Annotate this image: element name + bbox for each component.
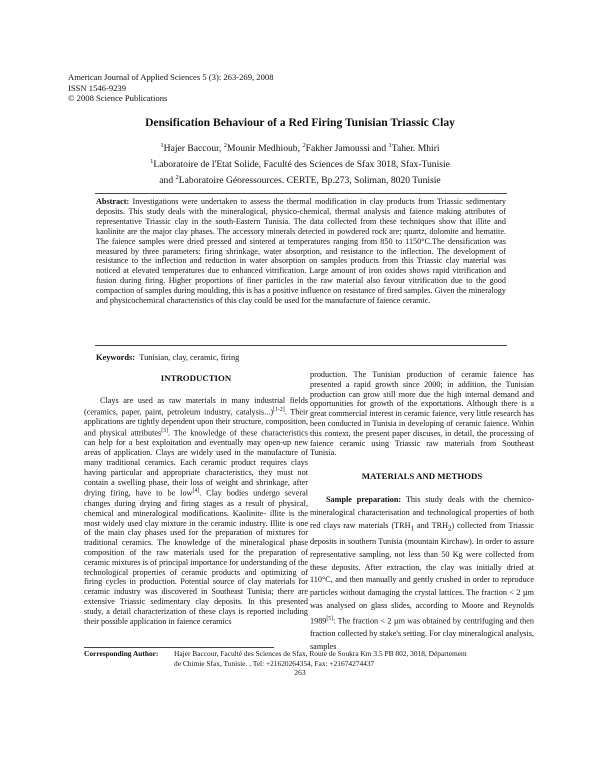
corresponding-author xyxy=(84,649,534,668)
journal-header xyxy=(68,72,274,104)
page-number: 263 xyxy=(294,668,306,677)
author-3: Fakher Jamoussi and xyxy=(305,143,389,155)
corresponding-author-line-1: Hajer Baccour, Faculté des Sciences de Sfax, Route de Soukra Km 3.5 PB 802, 3018, Département xyxy=(174,649,467,658)
copyright: © 2008 Science Publications xyxy=(68,93,168,104)
abstract-top-rule xyxy=(95,193,507,194)
methods-heading: MATERIALS AND METHODS xyxy=(361,471,483,482)
citation: [5] xyxy=(326,615,334,622)
author-4: Taher. Mhiri xyxy=(391,143,440,155)
abstract-text: Investigations were undertaken to assess the thermal modification in clay products from Triassic sedimentary deposits. This study deals with the mineralogical, physico-chemical, thermal analysis and faience making attributes of representative Triassic clay in the south-Eastern Tunisia. The data collected from these techniques show that illite and kaolinite are the major clay phases. The accessory minerals detected in powdered rock are; quartz, dolomite and hematite. The faience samples were dried pressed and sintered at temperatures ranging from 850 to 1150°C.The densification was measured by three parameters: firing shrinkage, water absorption, and resistance to the inflection. The development of resistance to the inflection and reduction in water absorption on samples products from this Triassic clay material was noticed at elevated temperatures due to enhanced vitrification. Large amount of iron oxides shows rapid vitrification and fusion during firing. Higher proportions of finer particles in the raw material also favour vitrification due to the good compaction of samples during moulding, this is has a positive influence on resistance of fired samples. Given the mineralogy and physicochemical characteristics of this clay could be used for the manufacture of faience ceramic. xyxy=(96,197,506,306)
abstract-label: Abstract: xyxy=(96,197,130,206)
affiliation-1: $^1$Laboratoire de l'Etat Solide, Faculté des Sciences de Sfax 3018, Sfax-Tunisie xyxy=(150,157,450,170)
footer-rule xyxy=(84,647,274,648)
citation: [4] xyxy=(192,488,200,495)
author-1: Hajer Baccour, xyxy=(163,143,224,155)
left-column xyxy=(84,370,308,626)
introduction-paragraph: Clays are used as raw materials in many industrial fields (ceramics, paper, paint, petroleum industry, catalysis...)[1-2]. Their applications are tightly dependent upon their structure, composition, and physical attributes[3]. The knowledge of these characteristics can help for a best exploitation and eventually may open-up new areas of application. Clays are widely used in the manufacture of many traditional ceramics. Each ceramic product requires clays having particular and appropriate characteristics, they must not contain a swelling phase, their loss of weight and shrinkage, after drying firing, have to be low[4]. Clay bodies undergo several changes during drying and firing stages as a result of physical, chemical and mineralogical modifications. Kaolinite- illite is the most widely used clay mixture in the ceramic industry. Illite is one of the main clay phases used for the preparation of mixtures for traditional ceramics. The knowledge of the mineralogical phase composition of the raw materials used for the preparation of ceramic mixtures is of principal importance for understanding of the technological properties of ceramic products and optimizing of firing cycles in production. Potential source of clay materials for ceramic industry was discovered in Southeast Tunisia; there are extensive Triassic sedimentary clay deposits. In this presented study, a detail characterization of these clays is reported including their possible application in faience ceramics xyxy=(84,395,308,626)
corresponding-author-line-2: de Chimie Sfax, Tunisie. , Tel: +21620264354, Fax: +21674274437 xyxy=(174,658,375,668)
issn: ISSN 1546-9239 xyxy=(68,82,127,93)
sample-preparation-paragraph: Sample preparation: This study deals with the chemico-mineralogical characterisation and technological properties of both red clays raw materials ($TRH_1$ and $TRH_2$) collected from Triassic deposits in southern Tunisia (mountain Kirchaw). In order to assure representative sampling, not less than 50 Kg were collected from these deposits. After extraction, the clay was initially dried at 110°C, and then manually and gently crushed in order to reproduce particles without damaging the crystal lattices. The fraction < 2 µm was analysed on glass slides, according to Moore and Reynolds 1989[5]: The fraction < 2 µm was obtained by centrifuging and then fraction collected by stake's setting. For clay mineralogical analysis, samples xyxy=(310,494,534,652)
author-2: Mounir Medhioub, xyxy=(226,143,303,155)
author-list: $^1$Hajer Baccour, $^2$Mounir Medhioub, $^2$Fakher Jamoussi and $^1$Taher. Mhiri xyxy=(160,142,440,155)
sample-preparation-label: Sample preparation: xyxy=(326,494,402,504)
citation: [3] xyxy=(161,427,168,434)
keywords-text: Tunisian, clay, ceramic, firing xyxy=(139,353,240,362)
abstract xyxy=(96,197,506,306)
author-block xyxy=(0,140,600,187)
paper-title: Densification Behaviour of a Red Firing Tunisian Triassic Clay xyxy=(145,116,455,129)
right-column xyxy=(310,370,534,654)
journal-citation: American Journal of Applied Sciences 5 (3): 263-269, 2008 xyxy=(68,72,274,82)
keywords xyxy=(96,353,239,362)
abstract-bottom-rule xyxy=(95,345,507,346)
introduction-heading: INTRODUCTION xyxy=(160,373,232,383)
corresponding-author-label: Corresponding Author: xyxy=(84,649,159,658)
citation: [1-2] xyxy=(273,406,285,413)
introduction-continued: production. The Tunisian production of ceramic faience has presented a rapid growth since 2000; in addition, the Tunisian production can grow still more due the high internal demand and opportunities for growth of the exportations. Although there is a great commercial interest in ceramic faience, very little research has been conducted in Tunisia in developing of ceramic faience. Within this context, the present paper discuses, in detail, the processing of faience ceramic using Triassic raw materials from Southeast Tunisia. xyxy=(310,370,534,458)
keywords-label: Keywords: xyxy=(96,353,136,362)
affiliation-2: and $^2$Laboratoire Géoressources. CERTE, Bp.273, Soliman, 8020 Tunisie xyxy=(159,173,441,186)
